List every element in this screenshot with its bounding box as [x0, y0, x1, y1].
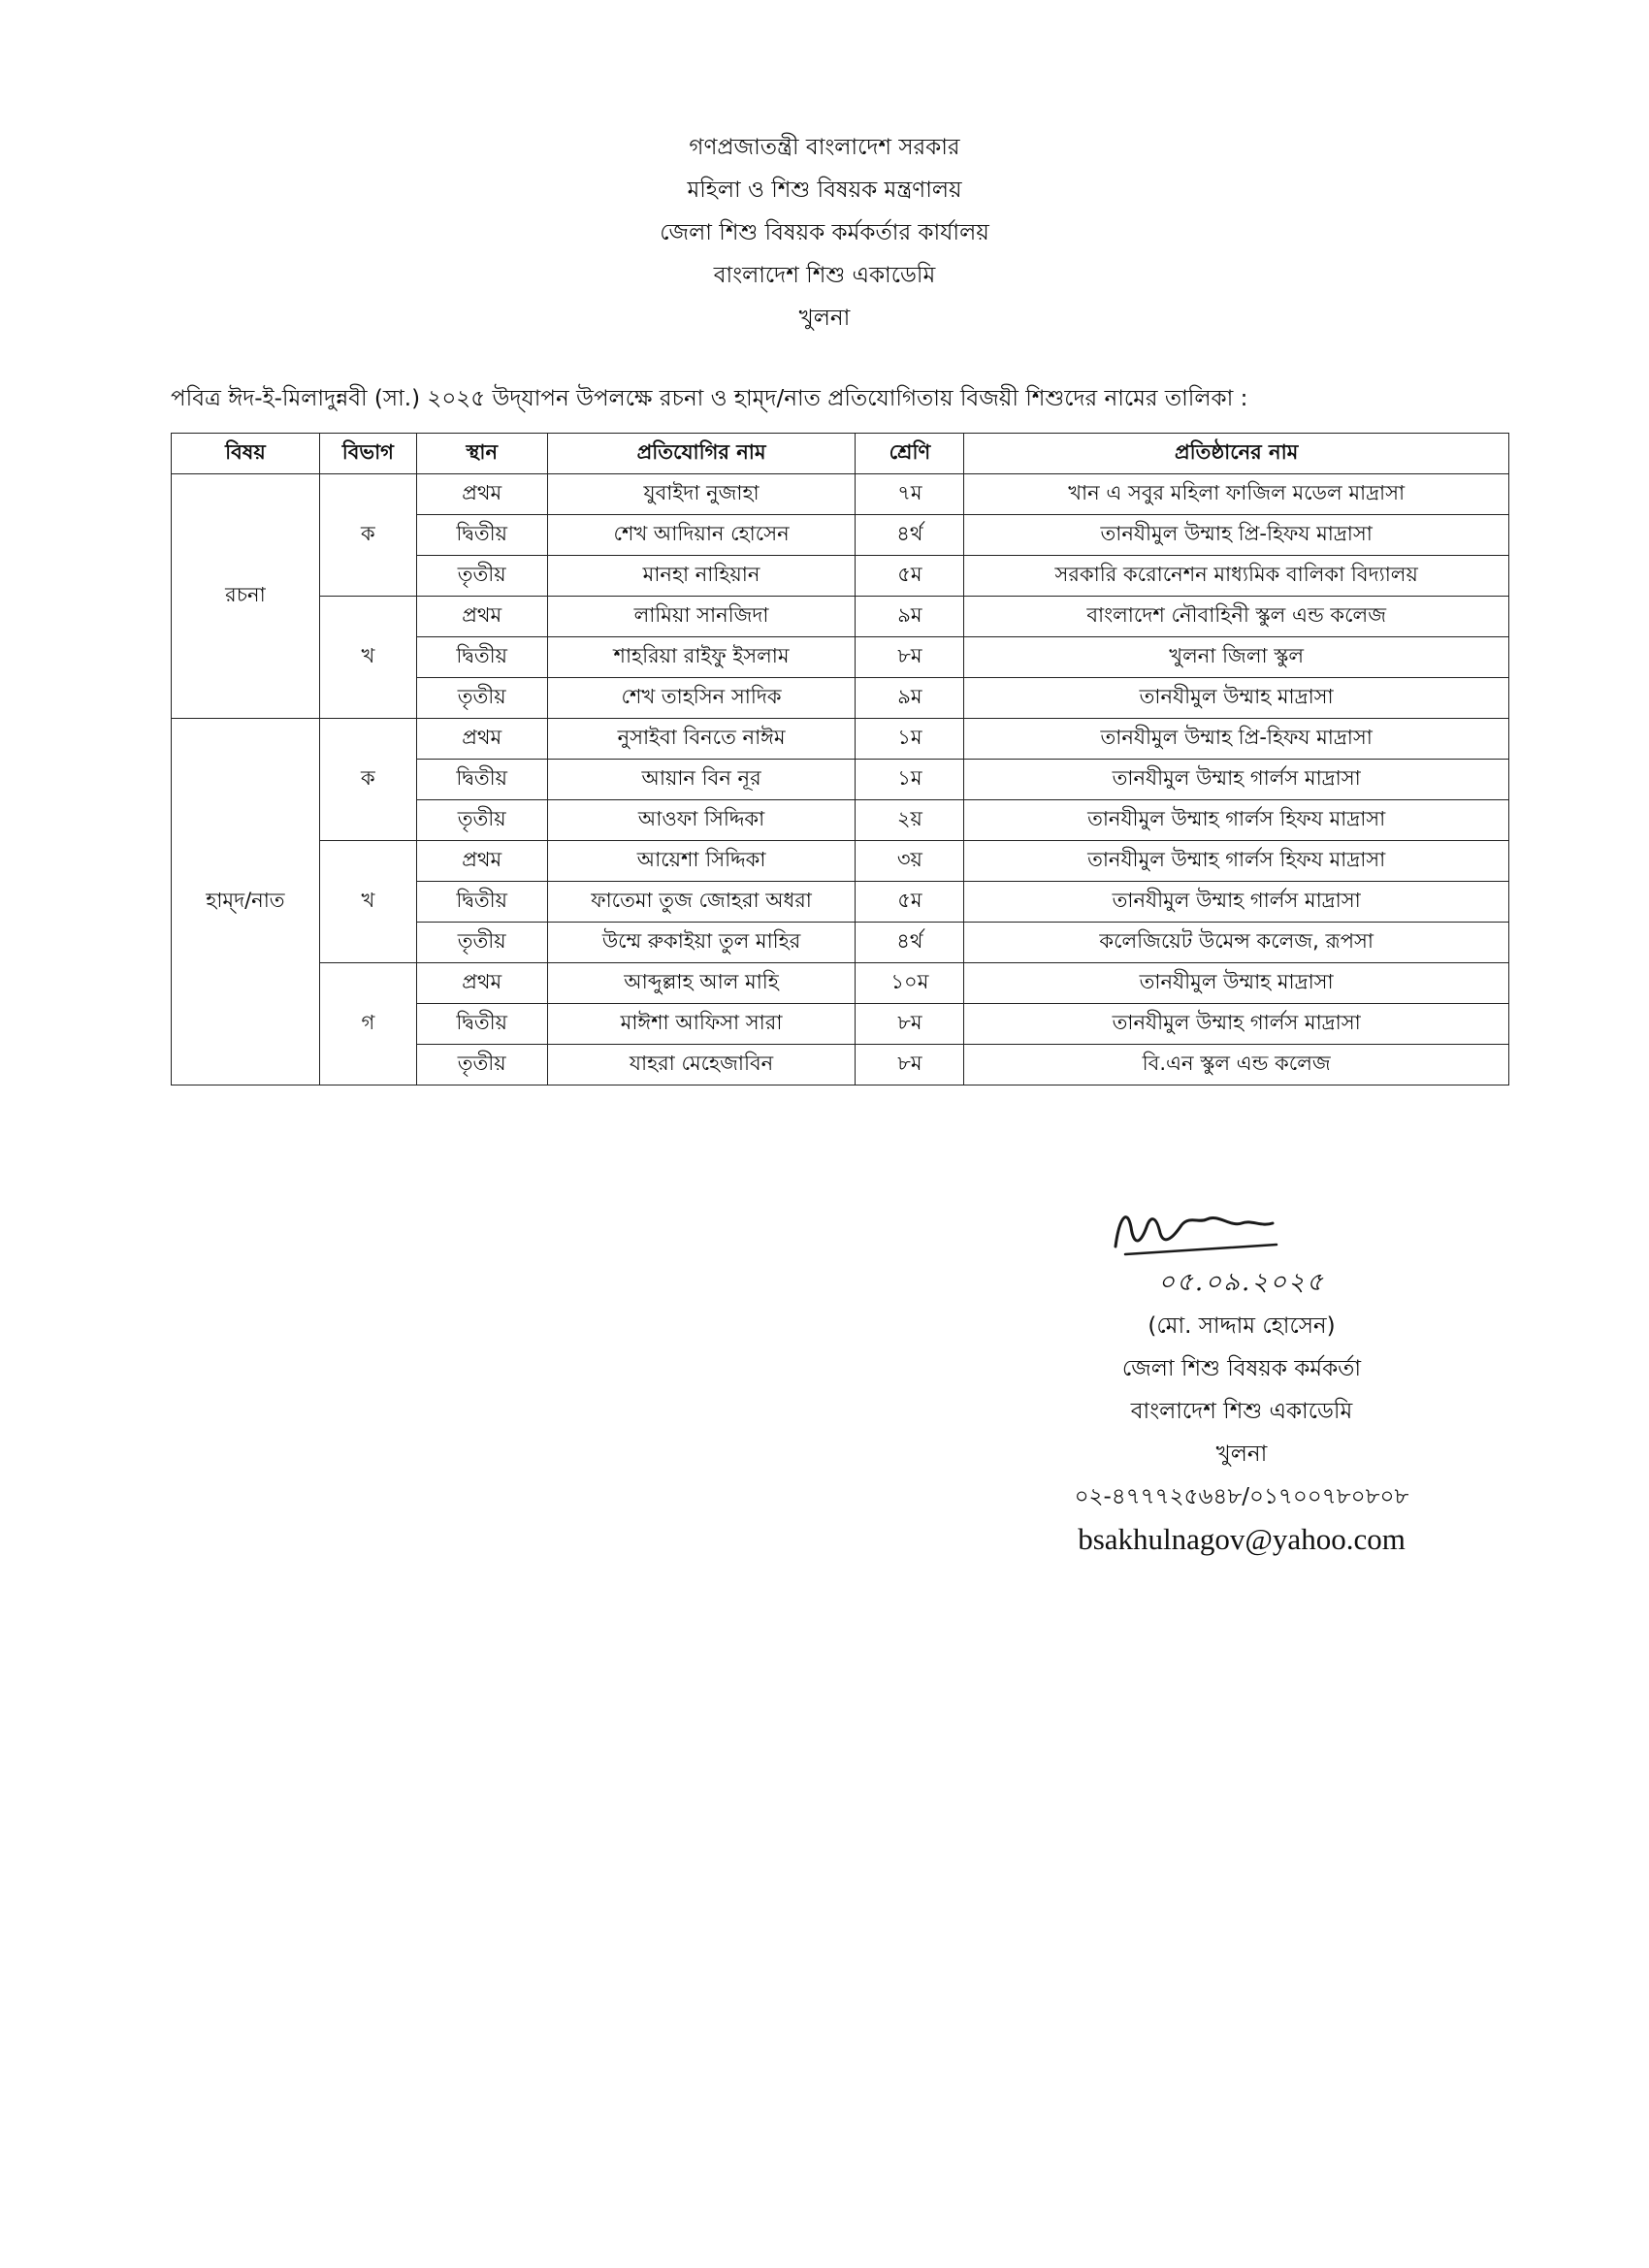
officer-designation: জেলা শিশু বিষয়ক কর্মকর্তা — [1121, 1356, 1362, 1381]
group-cell: খ — [319, 597, 416, 719]
participant-cell: আয়ান বিন নূর — [547, 760, 856, 800]
participant-cell: মানহা নাহিয়ান — [547, 556, 856, 597]
institution-cell: তানযীমুল উম্মাহ গার্লস হিফয মাদ্রাসা — [964, 800, 1509, 841]
column-header: প্রতিযোগির নাম — [547, 434, 856, 474]
institution-cell: বি.এন স্কুল এন্ড কলেজ — [964, 1045, 1509, 1085]
signature-block — [1048, 1198, 1436, 1561]
place-cell: তৃতীয় — [416, 923, 547, 963]
district-name: খুলনা — [798, 306, 851, 331]
participant-cell: ফাতেমা তুজ জোহরা অধরা — [547, 882, 856, 923]
place-cell: তৃতীয় — [416, 678, 547, 719]
participant-cell: আওফা সিদ্দিকা — [547, 800, 856, 841]
winners-table — [171, 433, 1509, 1085]
class-cell: ২য় — [856, 800, 964, 841]
institution-cell: তানযীমুল উম্মাহ প্রি-হিফয মাদ্রাসা — [964, 719, 1509, 760]
place-cell: দ্বিতীয় — [416, 515, 547, 556]
place-cell: দ্বিতীয় — [416, 882, 547, 923]
class-cell: ৩য় — [856, 841, 964, 882]
institution-cell: কলেজিয়েট উমেন্স কলেজ, রূপসা — [964, 923, 1509, 963]
document-header — [0, 126, 1649, 340]
place-cell: দ্বিতীয় — [416, 760, 547, 800]
institution-cell: তানযীমুল উম্মাহ মাদ্রাসা — [964, 963, 1509, 1004]
participant-cell: আব্দুল্লাহ আল মাহি — [547, 963, 856, 1004]
institution-cell: তানযীমুল উম্মাহ গার্লস মাদ্রাসা — [964, 1004, 1509, 1045]
column-header: প্রতিষ্ঠানের নাম — [964, 434, 1509, 474]
place-cell: প্রথম — [416, 841, 547, 882]
group-cell: ক — [319, 474, 416, 597]
government-name: গণপ্রজাতন্ত্রী বাংলাদেশ সরকার — [689, 135, 960, 160]
column-header: স্থান — [416, 434, 547, 474]
officer-phone: ০২-৪৭৭৭২৫৬৪৮/০১৭০০৭৮০৮০৮ — [1074, 1484, 1409, 1509]
participant-cell: লামিয়া সানজিদা — [547, 597, 856, 637]
participant-cell: যুবাইদা নুজাহা — [547, 474, 856, 515]
class-cell: ৭ম — [856, 474, 964, 515]
place-cell: তৃতীয় — [416, 800, 547, 841]
participant-cell: শেখ আদিয়ান হোসেন — [547, 515, 856, 556]
institution-cell: সরকারি করোনেশন মাধ্যমিক বালিকা বিদ্যালয় — [964, 556, 1509, 597]
institution-cell: বাংলাদেশ নৌবাহিনী স্কুল এন্ড কলেজ — [964, 597, 1509, 637]
signature-date: ০৫.০৯.২০২৫ — [1158, 1268, 1325, 1297]
class-cell: ৮ম — [856, 1004, 964, 1045]
column-header: শ্রেণি — [856, 434, 964, 474]
place-cell: তৃতীয় — [416, 1045, 547, 1085]
institution-cell: তানযীমুল উম্মাহ মাদ্রাসা — [964, 678, 1509, 719]
officer-district: খুলনা — [1215, 1442, 1268, 1467]
handwritten-signature — [1106, 1198, 1300, 1266]
participant-cell: শাহরিয়া রাইফু ইসলাম — [547, 637, 856, 678]
officer-email[interactable]: bsakhulnagov@yahoo.com — [1078, 1522, 1406, 1556]
class-cell: ৮ম — [856, 1045, 964, 1085]
table-row — [172, 841, 1509, 882]
class-cell: ৯ম — [856, 678, 964, 719]
class-cell: ১ম — [856, 760, 964, 800]
table-row — [172, 474, 1509, 515]
class-cell: ৫ম — [856, 556, 964, 597]
document-title: পবিত্র ঈদ-ই-মিলাদুন্নবী (সা.) ২০২৫ উদ্‌যাপন উপলক্ষে রচনা ও হাম্‌দ/নাত প্রতিযোগিতায় বিজয়ী শিশুদের নামের তালিকা : — [171, 386, 1248, 411]
subject-cell: রচনা — [172, 474, 320, 719]
institution-cell: খুলনা জিলা স্কুল — [964, 637, 1509, 678]
table-row — [172, 597, 1509, 637]
participant-cell: শেখ তাহসিন সাদিক — [547, 678, 856, 719]
column-header: বিষয় — [172, 434, 320, 474]
place-cell: তৃতীয় — [416, 556, 547, 597]
institution-cell: তানযীমুল উম্মাহ গার্লস মাদ্রাসা — [964, 760, 1509, 800]
institution-cell: খান এ সবুর মহিলা ফাজিল মডেল মাদ্রাসা — [964, 474, 1509, 515]
place-cell: প্রথম — [416, 719, 547, 760]
institution-cell: তানযীমুল উম্মাহ গার্লস হিফয মাদ্রাসা — [964, 841, 1509, 882]
place-cell: দ্বিতীয় — [416, 1004, 547, 1045]
class-cell: ৪র্থ — [856, 515, 964, 556]
participant-cell: উম্মে রুকাইয়া তুল মাহির — [547, 923, 856, 963]
table-row — [172, 963, 1509, 1004]
table-header-row — [172, 434, 1509, 474]
ministry-name: মহিলা ও শিশু বিষয়ক মন্ত্রণালয় — [687, 178, 962, 203]
institution-cell: তানযীমুল উম্মাহ প্রি-হিফয মাদ্রাসা — [964, 515, 1509, 556]
officer-organization: বাংলাদেশ শিশু একাডেমি — [1130, 1399, 1353, 1424]
office-name: জেলা শিশু বিষয়ক কর্মকর্তার কার্যালয় — [660, 220, 989, 245]
institution-cell: তানযীমুল উম্মাহ গার্লস মাদ্রাসা — [964, 882, 1509, 923]
place-cell: প্রথম — [416, 597, 547, 637]
column-header: বিভাগ — [319, 434, 416, 474]
class-cell: ৫ম — [856, 882, 964, 923]
group-cell: খ — [319, 841, 416, 963]
participant-cell: আয়েশা সিদ্দিকা — [547, 841, 856, 882]
place-cell: প্রথম — [416, 474, 547, 515]
class-cell: ৪র্থ — [856, 923, 964, 963]
group-cell: গ — [319, 963, 416, 1085]
participant-cell: মাঈশা আফিসা সারা — [547, 1004, 856, 1045]
participant-cell: যাহরা মেহেজাবিন — [547, 1045, 856, 1085]
place-cell: দ্বিতীয় — [416, 637, 547, 678]
class-cell: ১০ম — [856, 963, 964, 1004]
participant-cell: নুসাইবা বিনতে নাঈম — [547, 719, 856, 760]
class-cell: ৮ম — [856, 637, 964, 678]
officer-name: (মো. সাদ্দাম হোসেন) — [1148, 1313, 1336, 1339]
class-cell: ৯ম — [856, 597, 964, 637]
subject-cell: হাম্‌দ/নাত — [172, 719, 320, 1085]
class-cell: ১ম — [856, 719, 964, 760]
table-row — [172, 719, 1509, 760]
academy-name: বাংলাদেশ শিশু একাডেমি — [713, 263, 936, 288]
group-cell: ক — [319, 719, 416, 841]
place-cell: প্রথম — [416, 963, 547, 1004]
